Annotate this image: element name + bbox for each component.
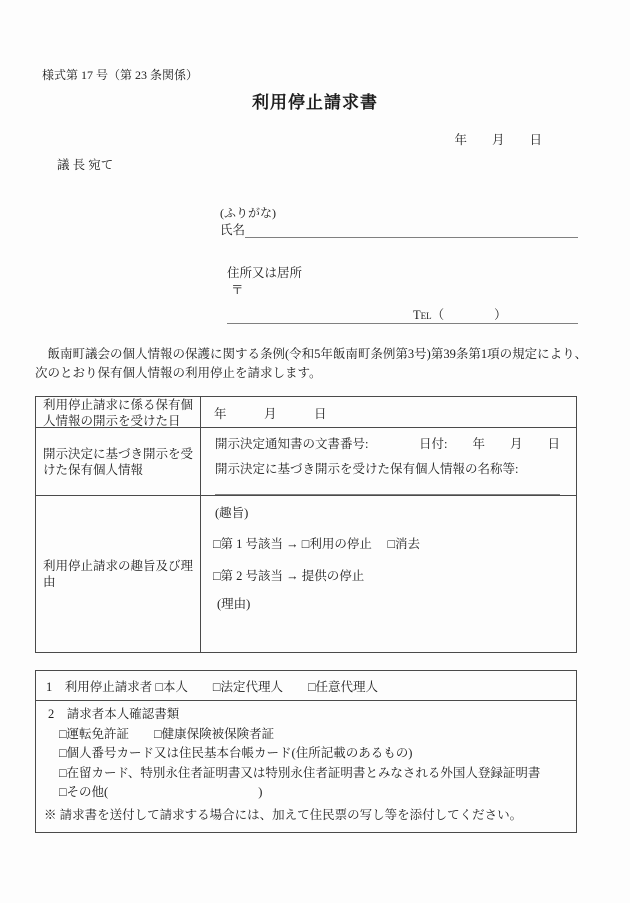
option-1-checkbox-line: □第 1 号該当 → □利用の停止 □消去: [213, 537, 421, 551]
addressee-line: 議 長 宛て: [57, 158, 114, 172]
form-code: 様式第 17 号（第 23 条関係）: [42, 68, 199, 82]
tel-label: Tel: [413, 308, 432, 322]
declaration-line-1: 飯南町議会の個人情報の保護に関する条例(令和5年飯南町条例第3号)第39条第1項の規定により、: [35, 347, 588, 361]
page-title: 利用停止請求書: [252, 93, 378, 112]
identity-doc-checkbox-line: □個人番号カード又は住民基本台帳カード(住所記載のあるもの): [59, 746, 413, 760]
name-label: 氏名: [220, 223, 246, 237]
row-label: 利用停止請求の趣旨及び理由: [36, 496, 201, 652]
table-row-purpose-reason: [36, 495, 576, 652]
doc-date-blank: 日付: 年 月 日: [419, 437, 560, 451]
address-label: 住所又は居所: [227, 266, 303, 280]
identity-documents-row: [36, 700, 576, 832]
identity-documents-heading: 2 請求者本人確認書類: [48, 707, 180, 721]
info-name-blank-underline: [215, 494, 560, 495]
row-label: 開示決定に基づき開示を受けた保有個人情報: [36, 428, 201, 495]
purpose-caption: (趣旨): [215, 506, 249, 520]
name-blank-underline: [245, 212, 578, 238]
doc-number-line: [215, 434, 562, 452]
address-tel-underline: [227, 296, 578, 324]
main-table: [35, 396, 577, 653]
requester-type-row: 1 利用停止請求者 □本人 □法定代理人 □任意代理人: [46, 680, 379, 694]
doc-number-label: 開示決定通知書の文書番号:: [215, 437, 369, 451]
table-row-disclosed-info: [36, 427, 576, 495]
postal-mark: 〒: [231, 283, 244, 297]
declaration-line-2: 次のとおり保有個人情報の利用停止を請求します。: [35, 366, 322, 380]
furigana-label: (ふりがな): [220, 206, 276, 220]
identity-doc-checkbox-line: □その他( ): [59, 785, 263, 799]
info-name-label: 開示決定に基づき開示を受けた保有個人情報の名称等:: [215, 462, 519, 476]
requester-table: [35, 670, 577, 833]
tel-blank: （ ）: [431, 308, 507, 322]
disclosure-date-blank: 年 月 日: [214, 407, 327, 421]
name-field-row: [220, 212, 578, 238]
mailing-note: ※ 請求書を送付して請求する場合には、加えて住民票の写し等を添付してください。: [44, 807, 523, 822]
table-row-disclosure-date: [36, 397, 576, 427]
purpose-reason-cell: [201, 496, 576, 652]
option-2-checkbox-line: □第 2 号該当 → 提供の停止: [213, 569, 365, 583]
date-blank-line: 年 月 日: [454, 133, 542, 147]
disclosed-info-cell: [201, 428, 576, 495]
reason-caption: (理由): [217, 597, 251, 611]
identity-doc-checkbox-line: □運転免許証 □健康保険被保険者証: [59, 726, 275, 741]
identity-doc-checkbox-line: □在留カード、特別永住者証明書又は特別永住者証明書とみなされる外国人登録証明書: [59, 765, 541, 780]
row-label: 利用停止請求に係る保有個人情報の開示を受けた日: [36, 397, 201, 429]
